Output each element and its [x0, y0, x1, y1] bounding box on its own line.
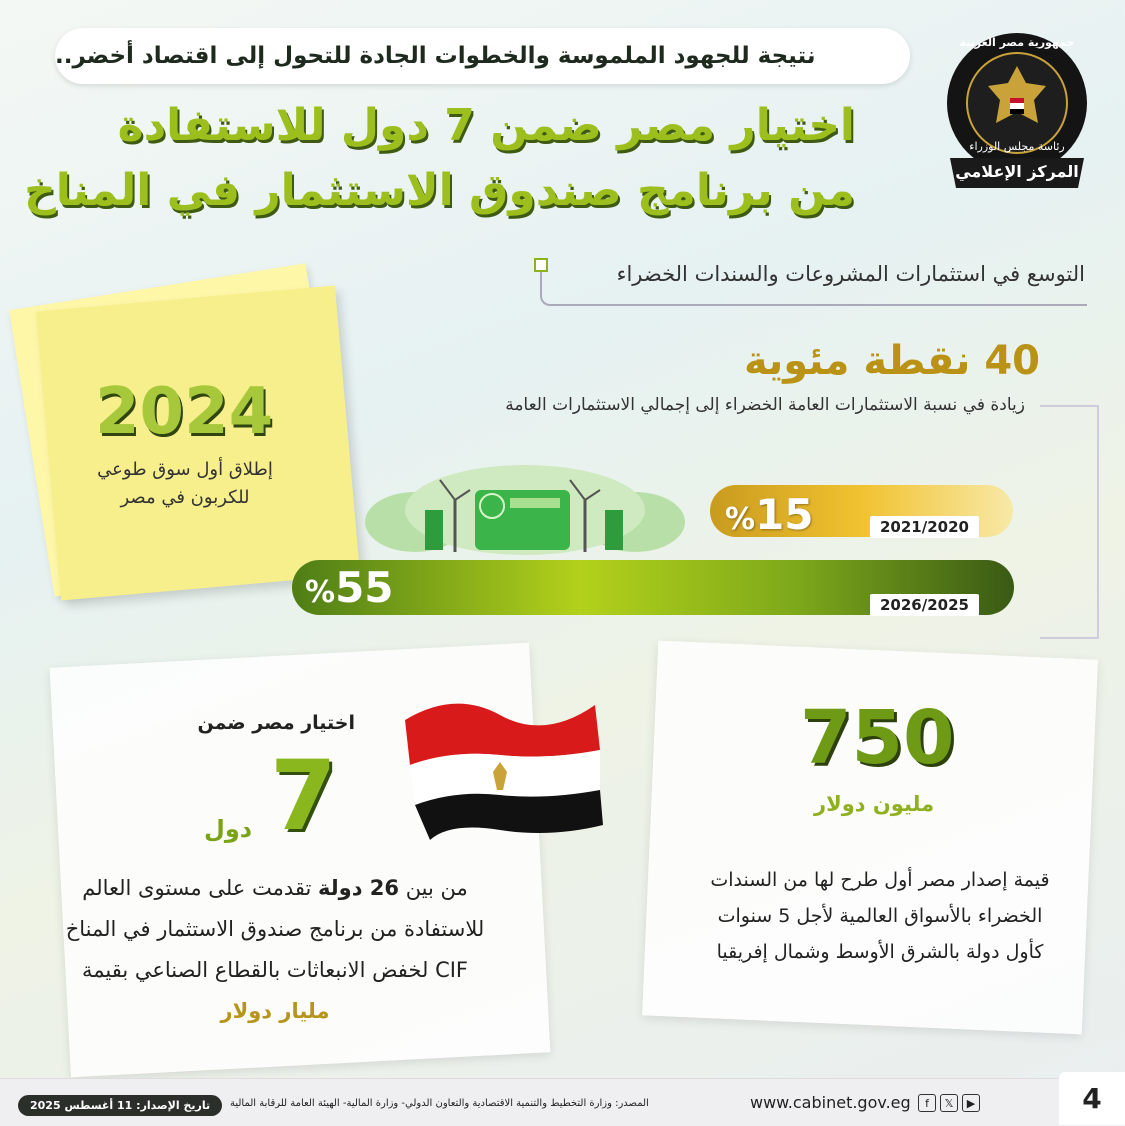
- issue-date: تاريخ الإصدار: 11 أغسطس 2025: [18, 1095, 222, 1116]
- youtube-icon[interactable]: ▶: [962, 1094, 980, 1112]
- tagline: نتيجة للجهود الملموسة والخطوات الجادة للتحول إلى اقتصاد أخضر..: [55, 28, 910, 84]
- para-highlight-gold: مليار دولار: [220, 999, 330, 1023]
- bar-year-label: 2021/2020: [870, 516, 979, 538]
- stat-value: 40 نقطة مئوية: [743, 338, 1040, 384]
- website-link[interactable]: www.cabinet.gov.eg: [750, 1093, 911, 1112]
- emblem-middle-text: رئاسة مجلس الوزراء: [969, 140, 1065, 153]
- para-text: من بين: [399, 876, 468, 900]
- note-text: إطلاق أول سوق طوعي للكربون في مصر: [97, 459, 273, 508]
- social-icons: [918, 1094, 980, 1112]
- note-year: 2024: [95, 375, 274, 449]
- section-heading: التوسع في استثمارات المشروعات والسندات الخضراء: [616, 262, 1085, 286]
- bar-2021-2020-value: [725, 490, 814, 539]
- percent-sign: %: [305, 575, 336, 610]
- left-card-unit: دول: [204, 815, 253, 843]
- page-number: 4: [1059, 1072, 1125, 1125]
- green-city-illustration: [360, 460, 690, 560]
- title-line-2: من برنامج صندوق الاستثمار في المناخ: [24, 165, 855, 216]
- para-text: تقدمت على مستوى العالم للاستفادة من برنامج صندوق الاستثمار في المناخ CIF لخفض الانبعاثات بالقطاع الصناعي بقيمة: [65, 876, 485, 982]
- right-card-unit: مليون دولار: [814, 792, 935, 816]
- bar-value-label: 55: [335, 563, 394, 612]
- title-line-1: اختيار مصر ضمن 7 دول للاستفادة: [117, 100, 855, 151]
- bar-value-label: 15: [755, 490, 814, 539]
- right-card-paragraph: قيمة إصدار مصر أول طرح لها من السندات الخضراء بالأسواق العالمية لأجل 5 سنوات كأول دولة بالشرق الأوسط وشمال إفريقيا: [710, 869, 1050, 963]
- left-card-number: 7: [270, 740, 337, 852]
- left-card-paragraph: [60, 868, 490, 1032]
- stat-bracket: [1040, 405, 1099, 639]
- bar-2026-2025-value: [305, 563, 394, 612]
- emblem-banner-text: المركز الإعلامي: [955, 162, 1079, 181]
- facebook-icon[interactable]: f: [918, 1094, 936, 1112]
- egypt-flag-icon: [395, 690, 605, 840]
- x-icon[interactable]: 𝕏: [940, 1094, 958, 1112]
- stat-subtitle: زيادة في نسبة الاستثمارات العامة الخضراء إلى إجمالي الاستثمارات العامة: [505, 395, 1025, 415]
- para-highlight: 26 دولة: [318, 876, 400, 900]
- right-card-number: 750: [800, 695, 955, 781]
- source-text: المصدر: وزارة التخطيط والتنمية الاقتصادية والتعاون الدولي- وزارة المالية- الهيئة العامة للرقابة المالية: [230, 1098, 649, 1109]
- emblem-top-text: جمهورية مصر العربية: [959, 36, 1075, 49]
- bar-year-label: 2026/2025: [870, 594, 979, 616]
- left-card-heading: اختيار مصر ضمن: [197, 712, 355, 734]
- section-marker: [534, 258, 548, 272]
- percent-sign: %: [725, 502, 756, 537]
- cabinet-emblem: [942, 28, 1092, 196]
